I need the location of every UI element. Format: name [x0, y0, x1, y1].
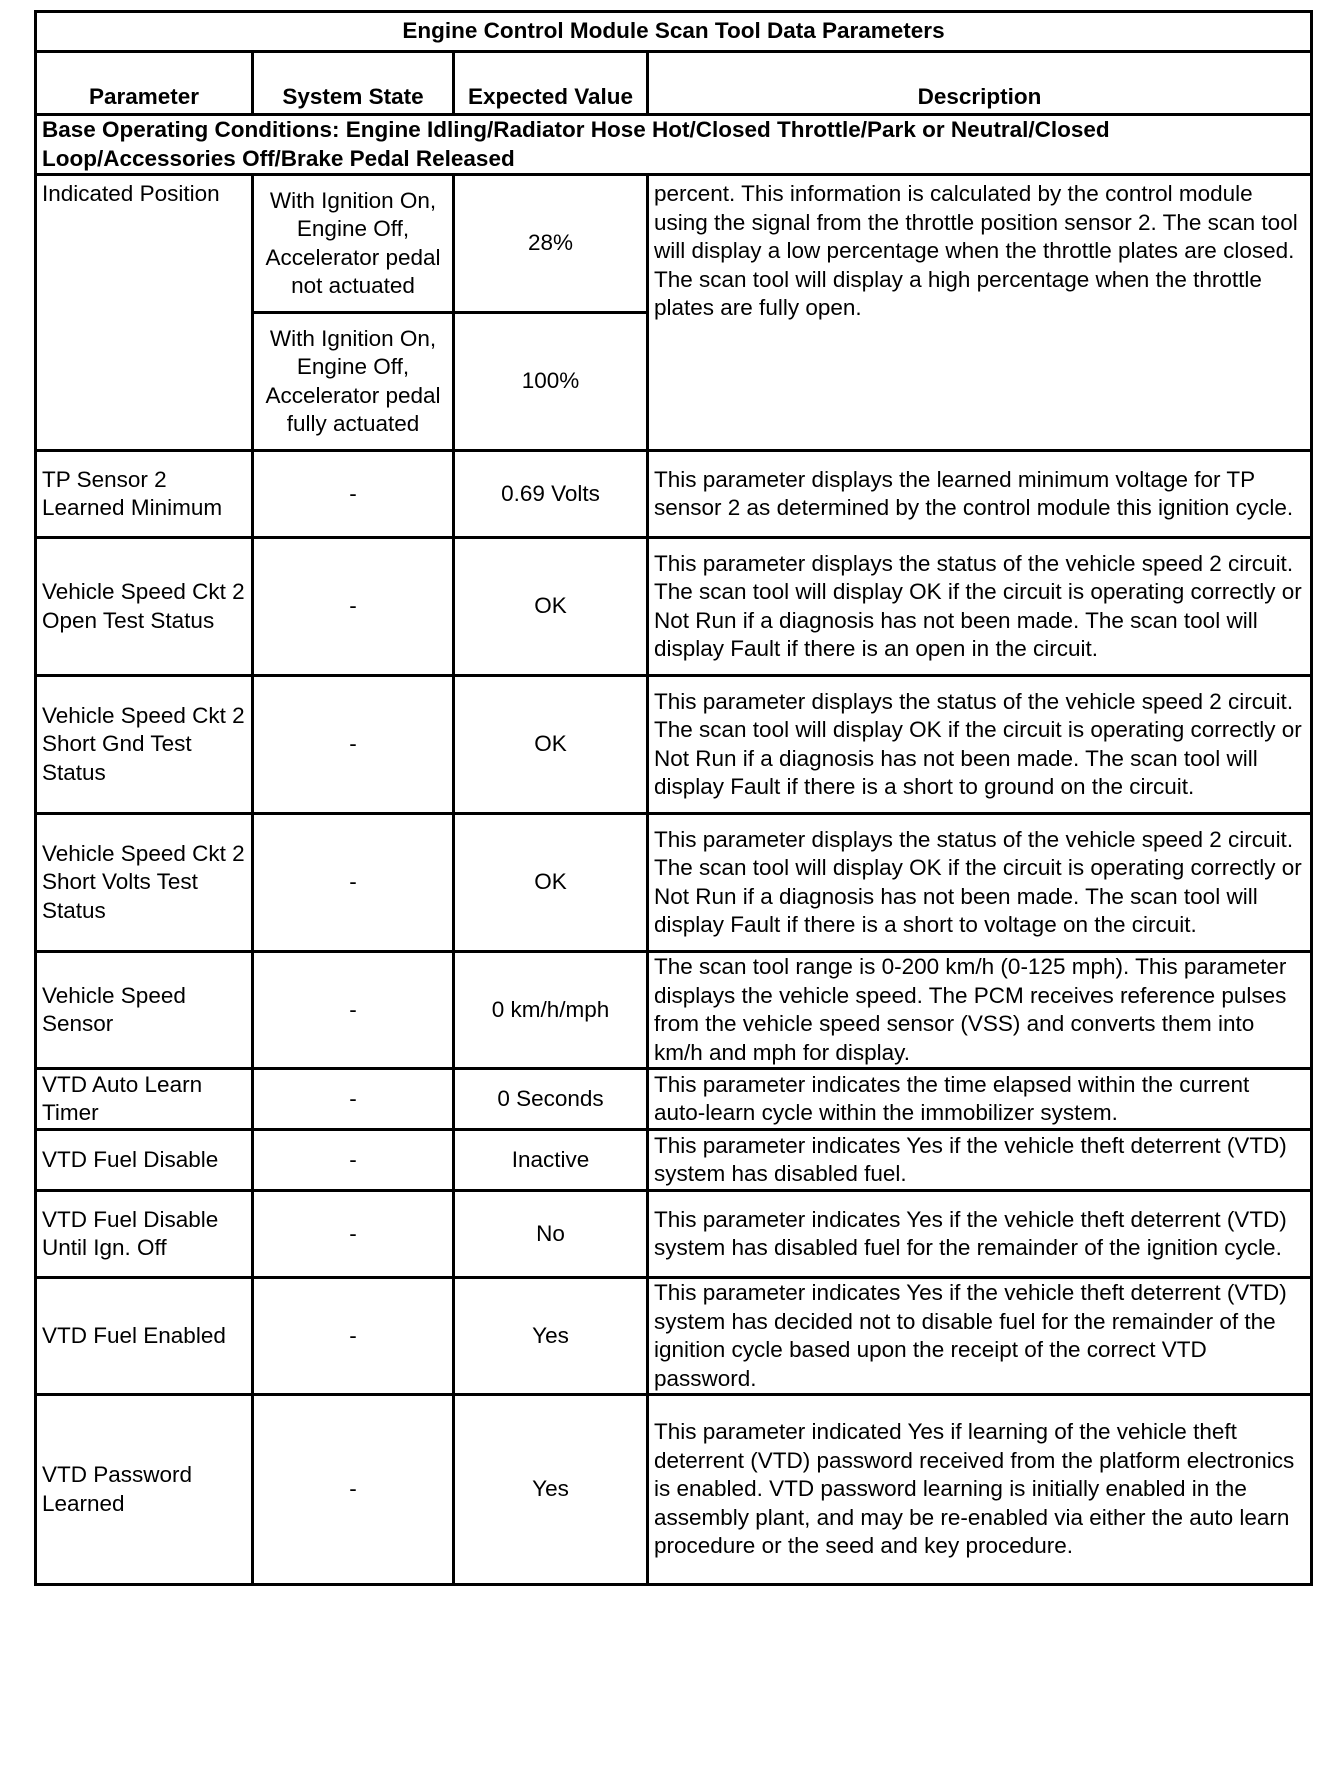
table-row	[36, 1395, 1312, 1585]
expected-value-cell: 0 km/h/mph	[454, 952, 648, 1069]
header-expected-value: Expected Value	[454, 52, 648, 115]
system-state-cell: -	[253, 538, 454, 676]
parameter-cell: VTD Fuel Disable Until Ign. Off	[36, 1191, 253, 1278]
description-cell: This parameter indicates Yes if the vehicle theft deterrent (VTD) system has disabled fuel for the remainder of the ignition cycle.	[648, 1191, 1312, 1278]
expected-value-cell: 28%	[454, 175, 648, 313]
description-cell: This parameter displays the status of the vehicle speed 2 circuit. The scan tool will display OK if the circuit is operating correctly or Not Run if a diagnosis has not been made. The scan tool will display Fault if there is an open in the circuit.	[648, 538, 1312, 676]
scan-tool-data-table	[34, 10, 1313, 1586]
description-cell: This parameter indicates Yes if the vehicle theft deterrent (VTD) system has disabled fuel.	[648, 1130, 1312, 1191]
parameter-cell: Vehicle Speed Sensor	[36, 952, 253, 1069]
description-cell: This parameter indicates Yes if the vehicle theft deterrent (VTD) system has decided not to disable fuel for the remainder of the ignition cycle based upon the receipt of the correct VTD password.	[648, 1278, 1312, 1395]
table-title: Engine Control Module Scan Tool Data Parameters	[36, 12, 1312, 52]
description-cell: This parameter displays the learned minimum voltage for TP sensor 2 as determined by the control module this ignition cycle.	[648, 451, 1312, 538]
parameter-cell: Vehicle Speed Ckt 2 Short Gnd Test Status	[36, 676, 253, 814]
expected-value-cell: OK	[454, 814, 648, 952]
table-row	[36, 1069, 1312, 1130]
expected-value-cell: OK	[454, 538, 648, 676]
expected-value-cell: 100%	[454, 313, 648, 451]
table-row	[36, 1278, 1312, 1395]
description-cell: The scan tool range is 0-200 km/h (0-125 mph). This parameter displays the vehicle speed. The PCM receives reference pulses from the vehicle speed sensor (VSS) and converts them into km/h and mph for display.	[648, 952, 1312, 1069]
header-row	[36, 52, 1312, 115]
parameter-cell: VTD Fuel Enabled	[36, 1278, 253, 1395]
conditions-row	[36, 115, 1312, 175]
system-state-cell: -	[253, 1069, 454, 1130]
base-operating-conditions: Base Operating Conditions: Engine Idling/Radiator Hose Hot/Closed Throttle/Park or Neutral/Closed Loop/Accessories Off/Brake Pedal Released	[36, 115, 1312, 175]
expected-value-cell: Yes	[454, 1278, 648, 1395]
system-state-cell: -	[253, 1395, 454, 1585]
table-row	[36, 538, 1312, 676]
system-state-cell: -	[253, 451, 454, 538]
system-state-cell: -	[253, 1278, 454, 1395]
description-cell: This parameter displays the status of the vehicle speed 2 circuit. The scan tool will display OK if the circuit is operating correctly or Not Run if a diagnosis has not been made. The scan tool will display Fault if there is a short to voltage on the circuit.	[648, 814, 1312, 952]
table-row	[36, 676, 1312, 814]
description-cell: This parameter displays the status of the vehicle speed 2 circuit. The scan tool will display OK if the circuit is operating correctly or Not Run if a diagnosis has not been made. The scan tool will display Fault if there is a short to ground on the circuit.	[648, 676, 1312, 814]
parameter-cell: VTD Password Learned	[36, 1395, 253, 1585]
description-cell: This parameter indicates the time elapsed within the current auto-learn cycle within the immobilizer system.	[648, 1069, 1312, 1130]
table-row	[36, 814, 1312, 952]
table-row	[36, 1130, 1312, 1191]
parameter-cell: Vehicle Speed Ckt 2 Short Volts Test Status	[36, 814, 253, 952]
title-row	[36, 12, 1312, 52]
header-system-state: System State	[253, 52, 454, 115]
expected-value-cell: Yes	[454, 1395, 648, 1585]
table-row	[36, 1191, 1312, 1278]
header-parameter: Parameter	[36, 52, 253, 115]
description-cell: This parameter indicated Yes if learning of the vehicle theft deterrent (VTD) password received from the platform electronics is enabled. VTD password learning is initially enabled in the assembly plant, and may be re-enabled via either the auto learn procedure or the seed and key procedure.	[648, 1395, 1312, 1585]
parameter-cell: Vehicle Speed Ckt 2 Open Test Status	[36, 538, 253, 676]
system-state-cell: -	[253, 952, 454, 1069]
expected-value-cell: Inactive	[454, 1130, 648, 1191]
parameter-cell: Indicated Position	[36, 175, 253, 451]
table-row	[36, 451, 1312, 538]
system-state-cell: With Ignition On, Engine Off, Accelerator pedal fully actuated	[253, 313, 454, 451]
system-state-cell: -	[253, 814, 454, 952]
description-cell: percent. This information is calculated by the control module using the signal from the throttle position sensor 2. The scan tool will display a low percentage when the throttle plates are closed. The scan tool will display a high percentage when the throttle plates are fully open.	[648, 175, 1312, 451]
header-description: Description	[648, 52, 1312, 115]
table-row	[36, 952, 1312, 1069]
parameter-cell: VTD Fuel Disable	[36, 1130, 253, 1191]
expected-value-cell: No	[454, 1191, 648, 1278]
table-row	[36, 175, 1312, 313]
system-state-cell: -	[253, 1191, 454, 1278]
parameter-cell: TP Sensor 2 Learned Minimum	[36, 451, 253, 538]
parameter-cell: VTD Auto Learn Timer	[36, 1069, 253, 1130]
system-state-cell: With Ignition On, Engine Off, Accelerator pedal not actuated	[253, 175, 454, 313]
system-state-cell: -	[253, 1130, 454, 1191]
expected-value-cell: OK	[454, 676, 648, 814]
expected-value-cell: 0.69 Volts	[454, 451, 648, 538]
system-state-cell: -	[253, 676, 454, 814]
expected-value-cell: 0 Seconds	[454, 1069, 648, 1130]
